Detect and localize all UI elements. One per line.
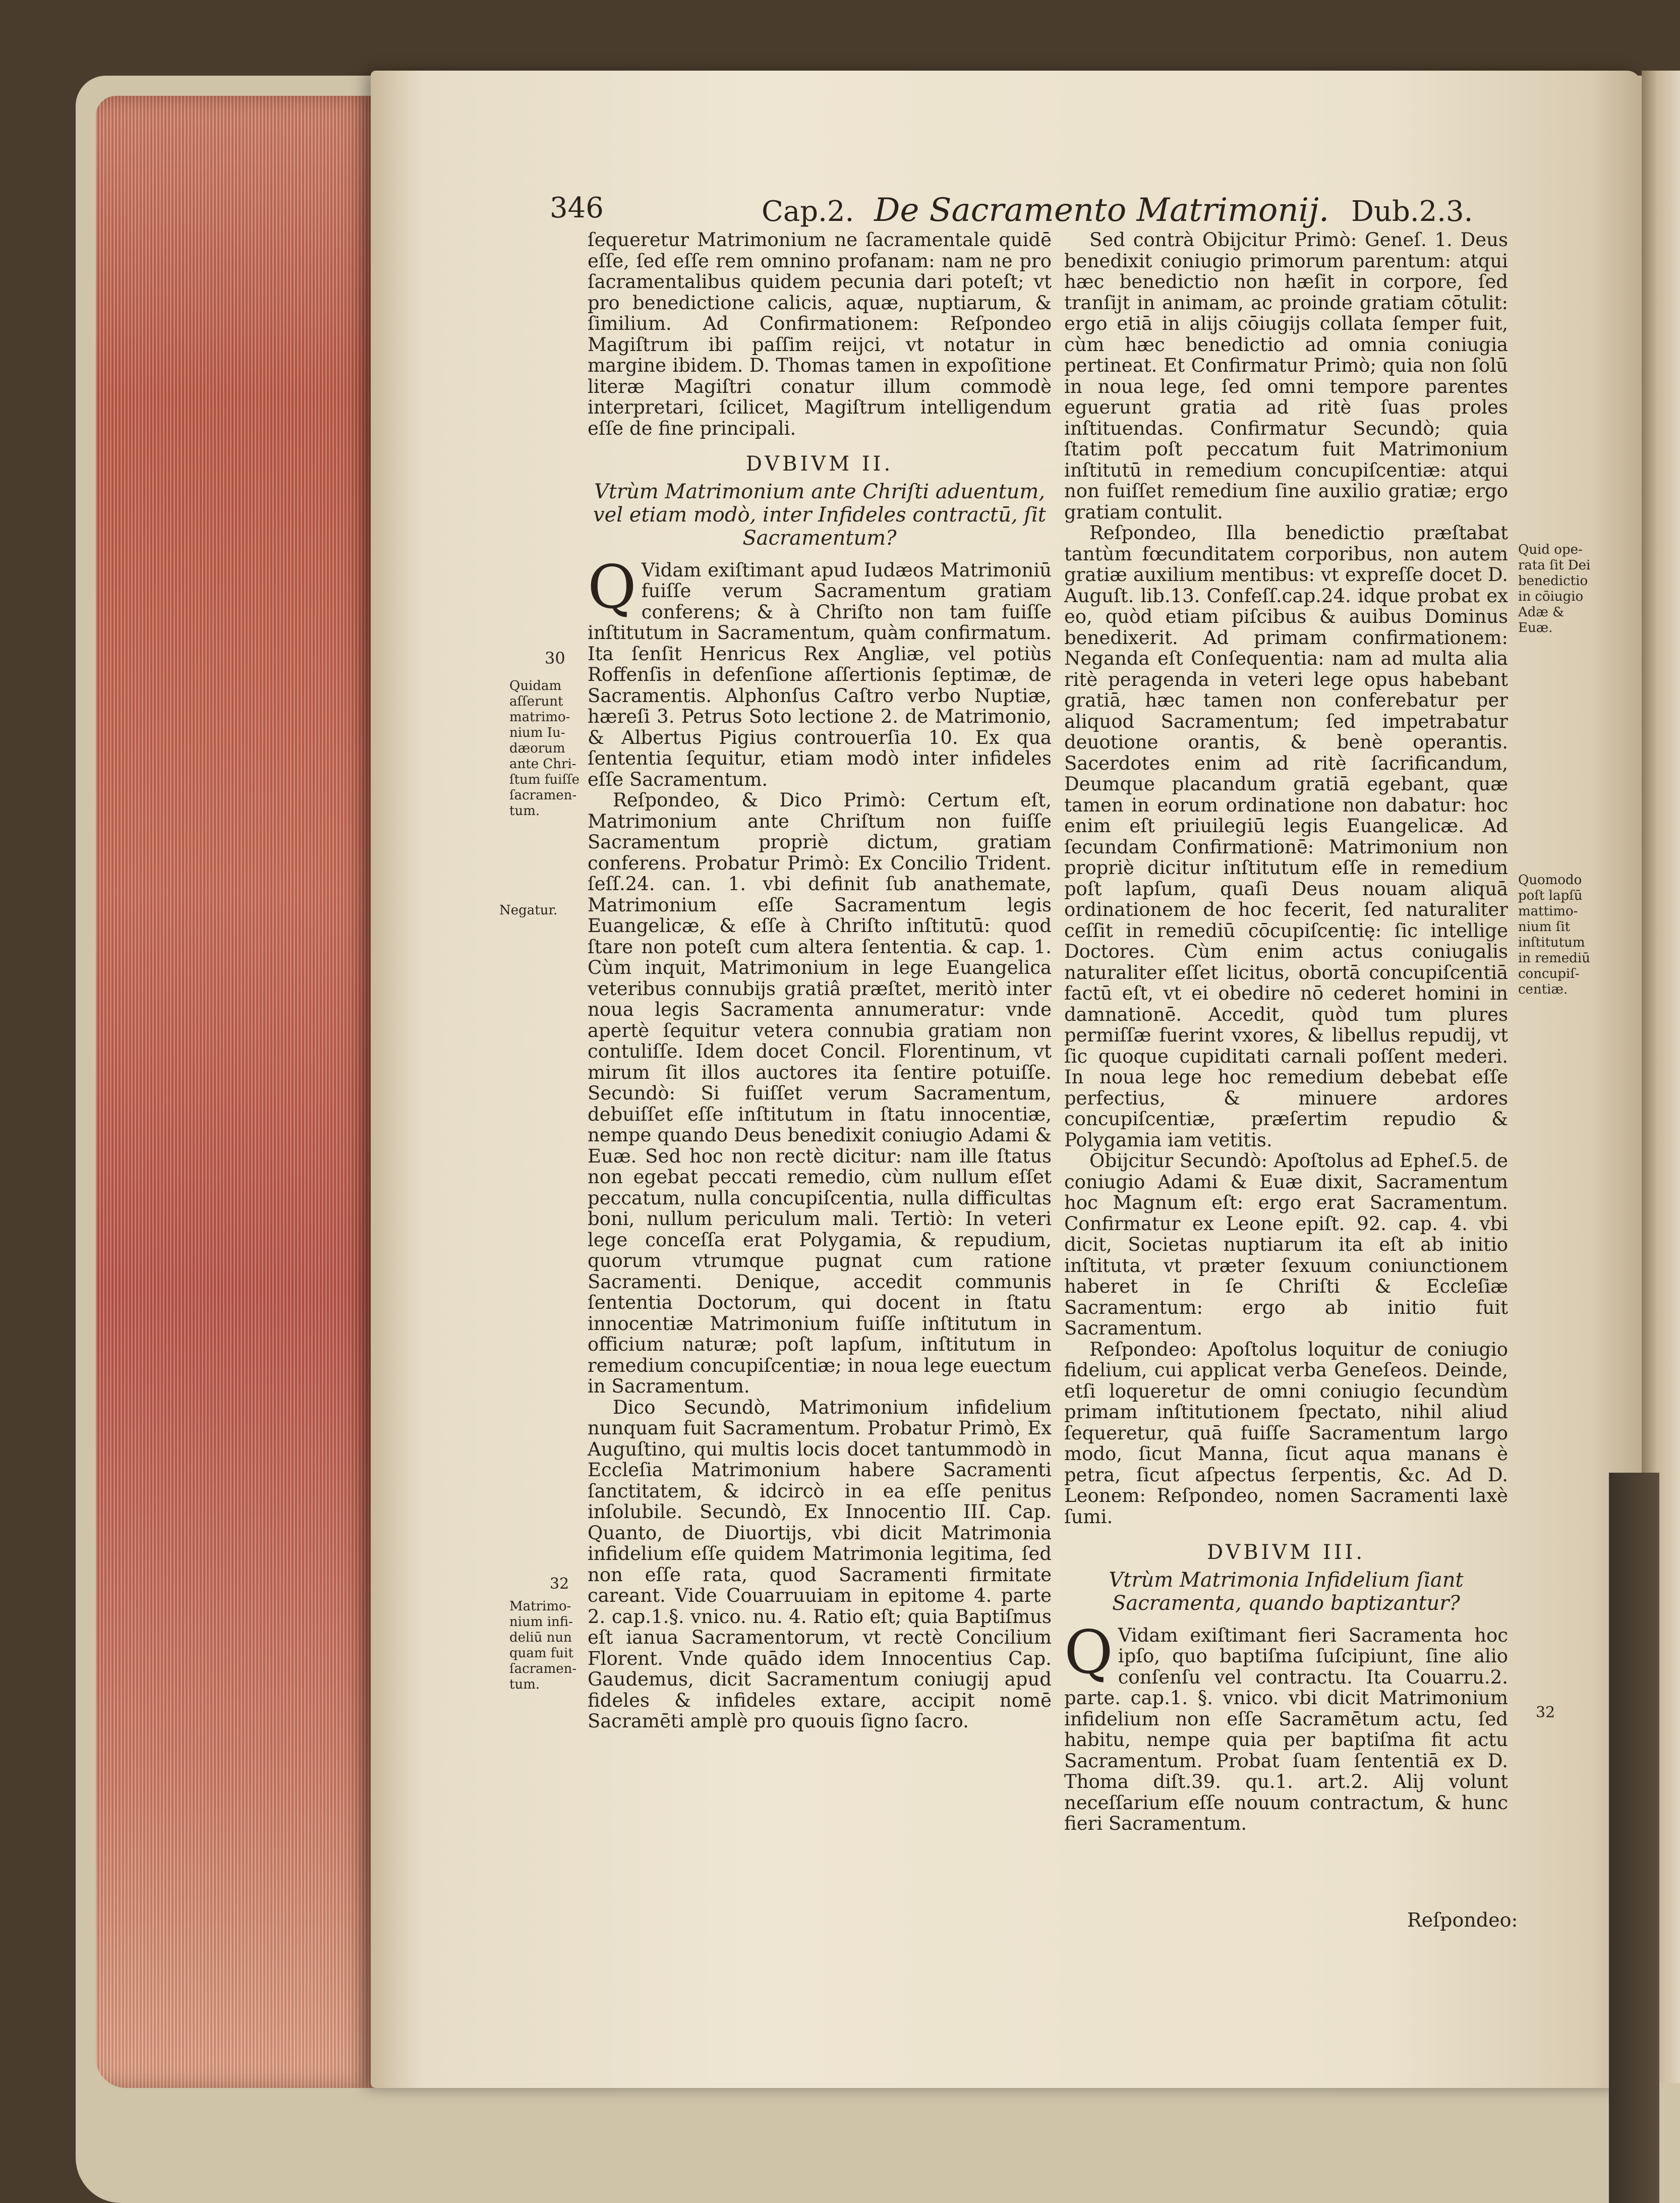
book-clamp — [1609, 1473, 1659, 2203]
right-paragraph-3: Obijcitur Secundò: Apoſtolus ad Epheſ.5. de coniugio Adami & Euæ dixit, Sacramentum hoc Magnum eſt: ergo erat Sacramentum. Confirmatur ex Leone epiſt. 92. cap. 4. vbi dicit, Societas nuptiarum ita eſt ab initio inſtituta, vt præter ſexuum coniunctionem haberet in ſe Chriſti & Eccleſiæ Sacramentum: ergo ab initio fuit Sacramentum. — [1064, 1150, 1508, 1339]
margin-note-negatur: Negatur. — [499, 903, 558, 918]
left-column — [588, 229, 1052, 1732]
left-paragraph-2: Reſpondeo, & Dico Primò: Certum eſt, Matrimonium ante Chriſtum non fuiſſe Sacramentum propriè dictum, gratiam conferens. Probatur Primò: Ex Concilio Trident. ſeſſ.24. can. 1. vbi definit ſub anathemate, Matrimonium eſſe Sacramentum legis Euangelicæ, & eſſe à Chriſto inſtitutū: quod ſtare non poteſt cum altera ſententia. & cap. 1. Cùm inquit, Matrimonium in lege Euangelica veteribus connubijs gratiâ præſtet, meritò inter noua legis Sacramenta annumeratur: vnde apertè ſequitur vetera connubia gratiam non contuliſſe. Idem docet Concil. Florentinum, vt mirum ſit illos auctores ita ſentire potuiſſe. Secundò: Si fuiſſet verum Sacramentum, debuiſſet eſſe inſtitutum in ſtatu innocentiæ, nempe quando Deus benedixit coniugio Adami & Euæ. Sed hoc non rectè dicitur: nam ille ſtatus non egebat peccati remedio, cùm nullum eſſet peccatum, nulla concupiſcentia, nulla difficultas boni, nullum periculum mali. Tertiò: In veteri lege conceſſa erat Polygamia, & repudium, quorum vtrumque pugnat cum ratione Sacramenti. Denique, accedit communis ſententia Doctorum, qui docent in ſtatu innocentiæ Matrimonium fuiſſe inſtitutum in officium naturæ; poſt lapſum, inſtitutum in remedium concupiſcentiæ; in noua lege euectum in Sacramentum. — [588, 789, 1052, 1397]
left-intro-paragraph: ſequeretur Matrimonium ne ſacramentale quidē eſſe, ſed eſſe rem omnino profanam: nam ne pro ſacramentalibus quidem pecunia dari poteſt; vt pro benedictione calicis, aquæ, nuptiarum, & ſimilium. Ad Confirmationem: Reſpondeo Magiſtrum ibi paſſim reijci, vt notatur in margine ibidem. D. Thomas tamen in expoſitione literæ Magiſtri conatur illum commodè interpretari, ſcilicet, Magiſtrum intelligendum eſſe de fine principali. — [588, 229, 1052, 439]
margin-note-matrimonium: Matrimo- nium infi- deliū nun quam fuit ſacramen- tum. — [509, 1599, 577, 1692]
page-fore-edge — [96, 96, 378, 2088]
header-title: De Sacramento Matrimonij. — [874, 192, 1329, 229]
running-head — [762, 192, 1473, 232]
right-paragraph-2: Reſpondeo, Illa benedictio præſtabat tantùm fœcunditatem corporibus, non autem gratiæ auxilium mentibus: vt expreſſe docet D. Auguſt. lib.13. Confeſſ.cap.24. idque probat ex eo, quòd etiam piſcibus & auibus Dominus benedixerit. Ad primam confirmationem: Neganda eſt Conſequentia: nam ad multa alia ritè peragenda in veteri lege opus habebant gratiā, hæc tamen non conferebatur per aliquod Sacramentum; ſed impetrabatur deuotione orantis, & benè operantis. Sacerdotes enim ad ritè ſacrificandum, Deumque placandum gratiā egebant, quæ tamen in eorum ordinatione non dabatur: hoc enim eſt priuilegiū legis Euangelicæ. Ad ſecundam Confirmationē: Matrimonium non propriè dicitur inſtitutum eſſe in remedium poſt lapſum, quaſi Deus nouam aliquā ordinationem de hoc fecerit, ſed naturaliter ceſſit in remediū cōcupiſcentię: ſic intellige Doctores. Cùm enim actus coniugalis naturaliter eſſet licitus, obortā concupiſcentiā factū eſt, vt ei obedire nō cederet homini in damnationē. Accedit, quòd tum plures permiſſæ fuerint vxores, & libellus repudij, vt ſic quoque cupiditati carnali poſſent mederi. In noua lege hoc remedium debebat eſſe perfectius, & minuere ardores concupiſcentiæ, præſertim repudio & Polygamia iam vetitis. — [1064, 522, 1508, 1151]
right-paragraph-1: Sed contrà Obijcitur Primò: Geneſ. 1. Deus benedixit coniugio primorum parentum: atqui hæc benedictio non hæſit in corpore, ſed tranſijt in animam, ac proinde gratiam cōtulit: ergo etiā in alijs cōiugijs collata ſemper fuit, cùm hæc benedictio ad omnia coniugia pertineat. Et Confirmatur Primò; quia non ſolū in noua lege, ſed omni tempore parentes eguerunt gratia ad ritè ſuas proles inſtituendas. Confirmatur Secundò; quia ſtatim poſt peccatum fuit Matrimonium inſtitutū in remedium concupiſcentiæ: atqui non fuiſſet remedium ſine auxilio gratiæ; ergo gratiam contulit. — [1064, 229, 1508, 523]
catchword: Reſpondeo: — [1407, 1909, 1518, 1931]
page-number: 346 — [550, 192, 604, 224]
right-paragraph-4: Reſpondeo: Apoſtolus loquitur de coniugio fidelium, cui applicat verba Geneſeos. Deinde, etſi loqueretur de omni coniugio ſecundùm primam inſtitutionem ſpectato, nihil aliud ſequeretur, quā fuiſſe Sacramentum largo modo, ſicut Manna, ſicut aqua manans è petra, ſicut aſpectus ſerpentis, &c. Ad D. Leonem: Reſpondeo, nomen Sacramenti laxè ſumi. — [1064, 1338, 1508, 1528]
dropcap-q-2: Q — [1064, 1617, 1113, 1687]
margin-note-quidam: Quidam aſſerunt matrimo- nium Iu- dæorum ante Chri- ſtum fuiſſe ſacramen- tum. — [509, 678, 580, 819]
margin-number-32: 32 — [550, 1575, 569, 1593]
dubium-3-heading: DVBIVM III. — [1206, 1541, 1366, 1564]
margin-note-quid: Quid ope- rata ſit Dei benedictio in cōiugio Adæ & Euæ. — [1518, 542, 1591, 635]
right-paragraph-5: Vidam exiſtimant fieri Sacramenta hoc ipſo, quo baptiſma ſuſcipiunt, ſine alio conſenſu vel contractu. Ita Couarru.2. parte. cap.1. §. vnico. vbi dicit Matrimonium infidelium non eſſe Sacramētum actu, ſed habitu, nempe quia per baptiſma fit actu Sacramentum. Probat ſuam ſententiā ex D. Thoma diſt.39. qu.1. art.2. Alij volunt neceſſarium eſſe nouum contractum, & hunc fieri Sacramentum. — [1064, 1624, 1508, 1834]
right-column — [1064, 229, 1508, 1834]
header-section: Dub.2.3. — [1351, 195, 1473, 228]
margin-number-30: 30 — [545, 649, 565, 668]
dubium-3-question: Vtrùm Matrimonia Infidelium ſiant Sacramenta, quando baptizantur? — [1109, 1568, 1464, 1615]
chapter-label: Cap.2. — [762, 195, 854, 228]
dropcap-q: Q — [588, 552, 636, 622]
dubium-2-heading: DVBIVM II. — [745, 452, 894, 476]
margin-note-quomodo: Quomodo poſt lapſū mattimo- nium ſit inſtitutum in remediū concupiſ- centiæ. — [1518, 873, 1590, 997]
left-paragraph-3: Dico Secundò, Matrimonium infidelium nunquam fuit Sacramentum. Probatur Primò, Ex Auguſtino, qui multis locis docet tantummodò in Eccleſia Matrimonium habere Sacramenti ſanctitatem, & idcircò in ea eſſe penitus inſolubile. Secundò, Ex Innocentio III. Cap. Quanto, de Diuortijs, vbi dicit Matrimonia infidelium eſſe quidem Matrimonia legitima, ſed non eſſe rata, quod Sacramenti firmitate careant. Vide Couarruuiam in epitome 4. parte 2. cap.1.§. vnico. nu. 4. Ratio eſt; quia Baptiſmus eſt ianua Sacramentorum, vt rectè Concilium Florent. Vnde quādo idem Innocentius Cap. Gaudemus, dicit Sacramentum coniugij apud fideles & infideles extare, accipit nomē Sacramēti amplè pro quouis ſigno ſacro. — [588, 1396, 1052, 1732]
left-paragraph-1: Vidam exiſtimant apud Iudæos Matrimoniū fuiſſe verum Sacramentum gratiam conferens; & à Chriſto non tam fuiſſe inſtitutum in Sacramentum, quàm confirmatum. Ita ſenſit Henricus Rex Angliæ, vel potiùs Roffenſis in defenſione aſſertionis ſeptimæ, de Sacramentis. Alphonſus Caſtro verbo Nuptiæ, hæreſi 3. Petrus Soto lectione 2. de Matrimonio, & Albertus Pigius controuerſia 10. Ex qua ſententia ſequitur, etiam modò inter infideles eſſe Sacramentum. — [588, 559, 1052, 790]
margin-number-32-right: 32 — [1536, 1704, 1555, 1721]
dubium-2-question: Vtrùm Matrimonium ante Chriſti aduentum, vel etiam modò, inter Infideles contractū, ſit Sacramentum? — [593, 480, 1046, 550]
